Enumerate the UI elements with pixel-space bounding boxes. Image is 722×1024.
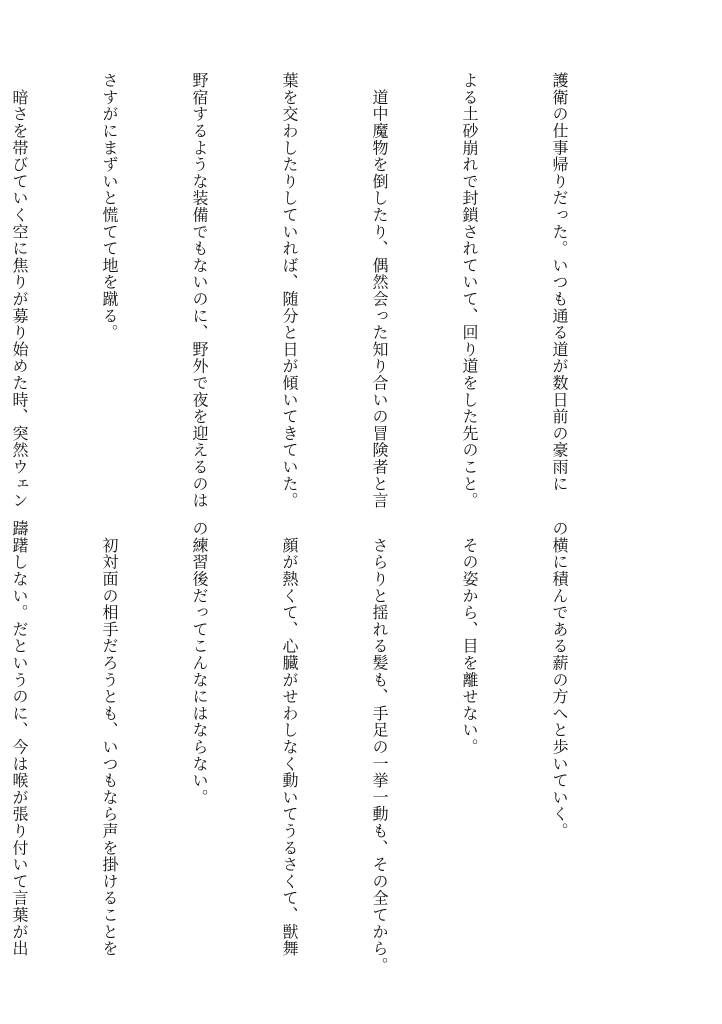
text-column: 葉を交わしたりしていれば、随分と日が傾いてきていた。	[280, 72, 299, 509]
text-column: の練習後だってこんなにはならない。	[190, 520, 209, 806]
text-column: 暗さを帯びていく空に焦りが募り始めた時、突然ウェン	[10, 72, 29, 509]
text-column: 道中魔物を倒したり、偶然会った知り合いの冒険者と言	[370, 72, 389, 509]
text-column: 初対面の相手だろうとも、いつもなら声を掛けることを	[100, 520, 119, 957]
text-column: さらりと揺れる髪も、手足の一挙一動も、その全てから。	[370, 520, 389, 974]
text-column: 顔が熱くて、心臓がせわしなく動いてうるさくて、獣舞	[280, 520, 299, 957]
text-block-top	[0, 72, 634, 509]
text-column: その姿から、目を離せない。	[460, 520, 479, 756]
text-column: の横に積んである薪の方へと歩いていく。	[550, 520, 569, 840]
text-column: よる土砂崩れで封鎖されていて、回り道をした先のこと。	[460, 72, 479, 509]
text-column: 躊躇しない。だというのに、今は喉が張り付いて言葉が出	[10, 520, 29, 957]
text-block-bottom	[0, 520, 634, 974]
text-column: 護衛の仕事帰りだった。いつも通る道が数日前の豪雨に	[550, 72, 569, 492]
text-column: 野宿するような装備でもないのに、野外で夜を迎えるのは	[190, 72, 209, 509]
text-column: さすがにまずいと慌てて地を蹴る。	[100, 72, 119, 341]
